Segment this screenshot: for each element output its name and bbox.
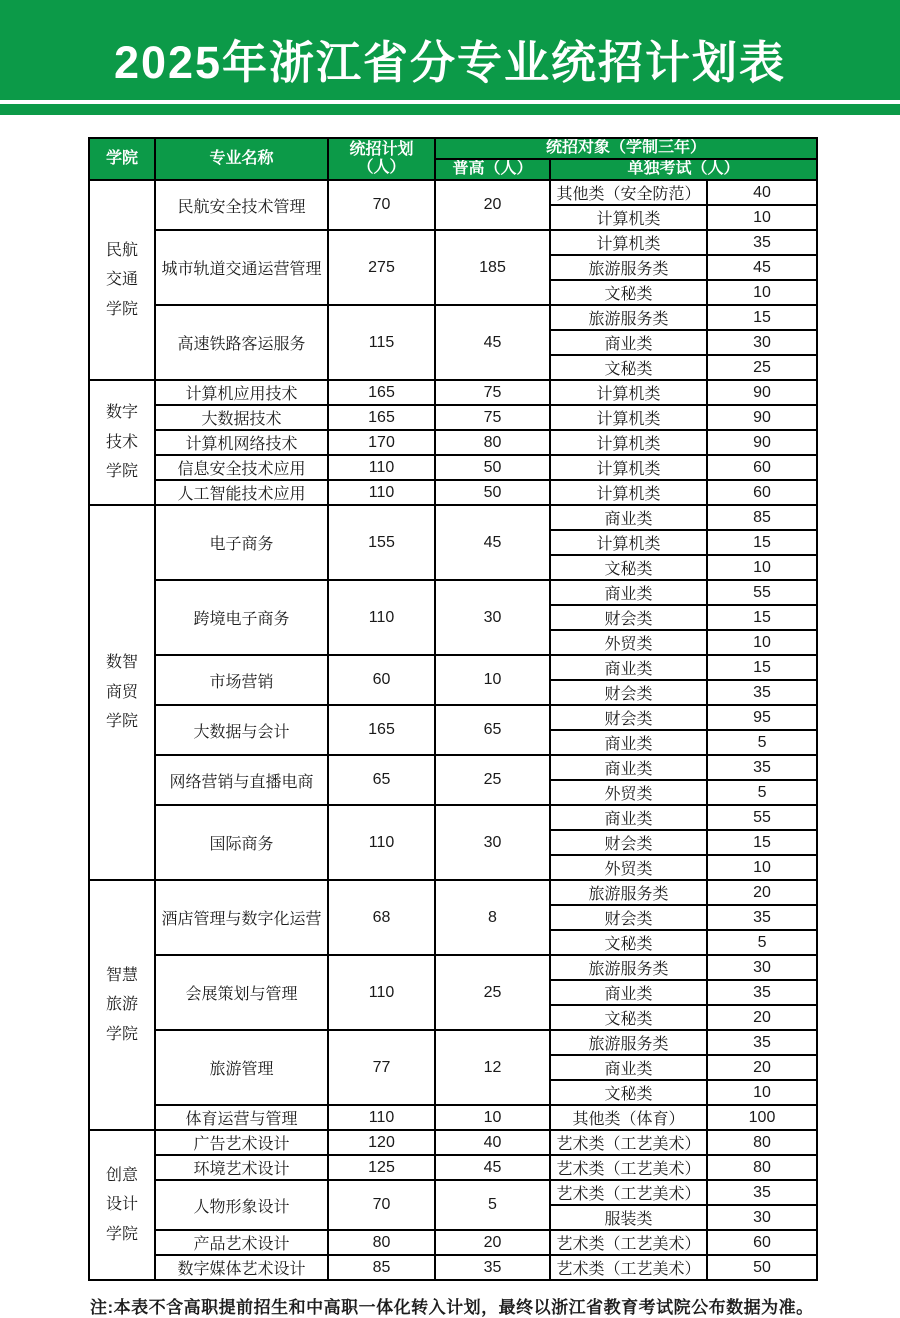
header-separate-exam: 单独考试（人） [550,159,817,180]
plan-count-cell: 110 [328,480,435,505]
exam-count-cell: 25 [707,355,817,380]
exam-count-cell: 50 [707,1255,817,1280]
exam-count-cell: 85 [707,505,817,530]
table-row [89,705,817,730]
exam-category-cell: 文秘类 [550,555,707,580]
exam-category-cell: 财会类 [550,830,707,855]
regular-count-cell: 25 [435,955,550,1030]
regular-count-cell: 5 [435,1180,550,1230]
exam-count-cell: 15 [707,305,817,330]
header-plan [328,138,435,180]
exam-count-cell: 15 [707,530,817,555]
header-major: 专业名称 [155,138,328,180]
exam-category-cell: 财会类 [550,705,707,730]
exam-category-cell: 计算机类 [550,205,707,230]
content-area [0,115,900,1318]
divider-green [0,104,900,115]
exam-count-cell: 10 [707,1080,817,1105]
table-header [89,138,817,180]
major-name-cell: 大数据与会计 [155,705,328,755]
exam-count-cell: 35 [707,230,817,255]
exam-count-cell: 5 [707,780,817,805]
exam-count-cell: 35 [707,1030,817,1055]
table-row [89,180,817,205]
regular-count-cell: 65 [435,705,550,755]
table-row [89,1230,817,1255]
exam-count-cell: 35 [707,680,817,705]
regular-count-cell: 45 [435,1155,550,1180]
header-plan-line1: 统招计划 [349,140,414,158]
table-row [89,580,817,605]
table-row [89,430,817,455]
major-name-cell: 市场营销 [155,655,328,705]
plan-count-cell: 125 [328,1155,435,1180]
table-row [89,955,817,980]
regular-count-cell: 185 [435,230,550,305]
exam-count-cell: 90 [707,430,817,455]
exam-category-cell: 计算机类 [550,530,707,555]
exam-count-cell: 10 [707,555,817,580]
exam-category-cell: 艺术类（工艺美术） [550,1255,707,1280]
exam-category-cell: 文秘类 [550,280,707,305]
plan-count-cell: 110 [328,955,435,1030]
plan-count-cell: 70 [328,1180,435,1230]
college-cell [89,880,155,1130]
table-row [89,380,817,405]
exam-category-cell: 计算机类 [550,430,707,455]
exam-category-cell: 外贸类 [550,780,707,805]
exam-count-cell: 95 [707,705,817,730]
plan-count-cell: 120 [328,1130,435,1155]
major-name-cell: 网络营销与直播电商 [155,755,328,805]
exam-count-cell: 10 [707,280,817,305]
regular-count-cell: 80 [435,430,550,455]
plan-count-cell: 85 [328,1255,435,1280]
regular-count-cell: 75 [435,405,550,430]
exam-category-cell: 计算机类 [550,380,707,405]
plan-count-cell: 70 [328,180,435,230]
table-row [89,880,817,905]
exam-count-cell: 15 [707,655,817,680]
college-name: 民航交通学院 [105,241,138,318]
exam-category-cell: 外贸类 [550,630,707,655]
table-row [89,755,817,780]
college-cell [89,505,155,880]
table-row [89,480,817,505]
plan-count-cell: 65 [328,755,435,805]
exam-category-cell: 外贸类 [550,855,707,880]
exam-count-cell: 90 [707,380,817,405]
regular-count-cell: 20 [435,180,550,230]
plan-count-cell: 110 [328,805,435,880]
table-row [89,1155,817,1180]
college-cell [89,1130,155,1280]
exam-category-cell: 商业类 [550,580,707,605]
major-name-cell: 广告艺术设计 [155,1130,328,1155]
exam-category-cell: 旅游服务类 [550,255,707,280]
plan-count-cell: 165 [328,405,435,430]
exam-count-cell: 80 [707,1130,817,1155]
table-row [89,1030,817,1055]
exam-count-cell: 60 [707,1230,817,1255]
plan-count-cell: 115 [328,305,435,380]
plan-count-cell: 80 [328,1230,435,1255]
exam-count-cell: 35 [707,1180,817,1205]
exam-count-cell: 30 [707,955,817,980]
exam-count-cell: 45 [707,255,817,280]
major-name-cell: 环境艺术设计 [155,1155,328,1180]
college-cell [89,180,155,380]
header-plan-line2: （人） [357,159,406,176]
table-row [89,505,817,530]
major-name-cell: 人物形象设计 [155,1180,328,1230]
exam-category-cell: 旅游服务类 [550,305,707,330]
exam-count-cell: 35 [707,905,817,930]
regular-count-cell: 45 [435,505,550,580]
exam-count-cell: 10 [707,205,817,230]
exam-category-cell: 财会类 [550,605,707,630]
exam-count-cell: 5 [707,730,817,755]
exam-category-cell: 计算机类 [550,230,707,255]
exam-count-cell: 15 [707,830,817,855]
exam-count-cell: 20 [707,880,817,905]
exam-category-cell: 旅游服务类 [550,1030,707,1055]
major-name-cell: 民航安全技术管理 [155,180,328,230]
regular-count-cell: 30 [435,580,550,655]
major-name-cell: 计算机应用技术 [155,380,328,405]
enrollment-table-body [89,180,817,1280]
exam-count-cell: 90 [707,405,817,430]
exam-count-cell: 55 [707,580,817,605]
exam-category-cell: 商业类 [550,655,707,680]
exam-category-cell: 旅游服务类 [550,955,707,980]
exam-count-cell: 60 [707,455,817,480]
college-name: 创意设计学院 [105,1166,138,1243]
major-name-cell: 城市轨道交通运营管理 [155,230,328,305]
exam-count-cell: 100 [707,1105,817,1130]
college-name: 数字技术学院 [105,404,138,481]
exam-count-cell: 20 [707,1005,817,1030]
exam-category-cell: 文秘类 [550,355,707,380]
exam-count-cell: 55 [707,805,817,830]
major-name-cell: 大数据技术 [155,405,328,430]
major-name-cell: 旅游管理 [155,1030,328,1105]
exam-count-cell: 10 [707,855,817,880]
plan-count-cell: 77 [328,1030,435,1105]
regular-count-cell: 50 [435,480,550,505]
table-row [89,655,817,680]
page-title: 2025年浙江省分专业统招计划表 [113,36,787,88]
regular-count-cell: 45 [435,305,550,380]
exam-count-cell: 35 [707,980,817,1005]
exam-category-cell: 服装类 [550,1205,707,1230]
plan-count-cell: 170 [328,430,435,455]
plan-count-cell: 68 [328,880,435,955]
exam-category-cell: 财会类 [550,905,707,930]
exam-category-cell: 商业类 [550,330,707,355]
exam-count-cell: 80 [707,1155,817,1180]
header-target-group: 统招对象（学制三年） [435,138,817,159]
exam-category-cell: 商业类 [550,980,707,1005]
table-row [89,1130,817,1155]
exam-category-cell: 商业类 [550,805,707,830]
major-name-cell: 国际商务 [155,805,328,880]
major-name-cell: 高速铁路客运服务 [155,305,328,380]
table-row [89,805,817,830]
exam-category-cell: 财会类 [550,680,707,705]
exam-count-cell: 20 [707,1055,817,1080]
exam-count-cell: 5 [707,930,817,955]
exam-category-cell: 文秘类 [550,1005,707,1030]
regular-count-cell: 50 [435,455,550,480]
exam-category-cell: 其他类（安全防范） [550,180,707,205]
college-cell [89,380,155,505]
plan-count-cell: 155 [328,505,435,580]
table-row [89,230,817,255]
exam-category-cell: 文秘类 [550,930,707,955]
table-row [89,455,817,480]
plan-count-cell: 110 [328,580,435,655]
plan-count-cell: 165 [328,380,435,405]
exam-category-cell: 商业类 [550,730,707,755]
major-name-cell: 数字媒体艺术设计 [155,1255,328,1280]
major-name-cell: 信息安全技术应用 [155,455,328,480]
exam-count-cell: 30 [707,1205,817,1230]
table-row [89,405,817,430]
enrollment-table [88,137,818,1281]
exam-count-cell: 40 [707,180,817,205]
major-name-cell: 酒店管理与数字化运营 [155,880,328,955]
plan-count-cell: 60 [328,655,435,705]
exam-category-cell: 商业类 [550,505,707,530]
regular-count-cell: 75 [435,380,550,405]
exam-count-cell: 60 [707,480,817,505]
exam-category-cell: 文秘类 [550,1080,707,1105]
major-name-cell: 会展策划与管理 [155,955,328,1030]
regular-count-cell: 25 [435,755,550,805]
table-row [89,1105,817,1130]
regular-count-cell: 10 [435,655,550,705]
plan-count-cell: 165 [328,705,435,755]
major-name-cell: 人工智能技术应用 [155,480,328,505]
regular-count-cell: 35 [435,1255,550,1280]
exam-category-cell: 计算机类 [550,455,707,480]
major-name-cell: 电子商务 [155,505,328,580]
plan-count-cell: 110 [328,1105,435,1130]
exam-category-cell: 艺术类（工艺美术） [550,1230,707,1255]
header-regular: 普高（人） [435,159,550,180]
exam-category-cell: 商业类 [550,755,707,780]
exam-count-cell: 35 [707,755,817,780]
regular-count-cell: 10 [435,1105,550,1130]
major-name-cell: 计算机网络技术 [155,430,328,455]
regular-count-cell: 30 [435,805,550,880]
plan-count-cell: 275 [328,230,435,305]
exam-category-cell: 旅游服务类 [550,880,707,905]
header-college: 学院 [89,138,155,180]
table-row [89,305,817,330]
regular-count-cell: 20 [435,1230,550,1255]
exam-category-cell: 计算机类 [550,480,707,505]
plan-count-cell: 110 [328,455,435,480]
college-name: 数智商贸学院 [105,654,138,731]
footnote: 注:本表不含高职提前招生和中高职一体化转入计划，最终以浙江省教育考试院公布数据为准。 [90,1298,814,1317]
exam-category-cell: 商业类 [550,1055,707,1080]
exam-count-cell: 15 [707,605,817,630]
exam-count-cell: 10 [707,630,817,655]
title-banner [0,0,900,100]
exam-category-cell: 艺术类（工艺美术） [550,1180,707,1205]
regular-count-cell: 8 [435,880,550,955]
exam-category-cell: 艺术类（工艺美术） [550,1155,707,1180]
college-name: 智慧旅游学院 [105,966,138,1043]
table-row [89,1255,817,1280]
exam-count-cell: 30 [707,330,817,355]
major-name-cell: 体育运营与管理 [155,1105,328,1130]
regular-count-cell: 12 [435,1030,550,1105]
exam-category-cell: 艺术类（工艺美术） [550,1130,707,1155]
exam-category-cell: 计算机类 [550,405,707,430]
table-row [89,1180,817,1205]
major-name-cell: 产品艺术设计 [155,1230,328,1255]
regular-count-cell: 40 [435,1130,550,1155]
exam-category-cell: 其他类（体育） [550,1105,707,1130]
major-name-cell: 跨境电子商务 [155,580,328,655]
